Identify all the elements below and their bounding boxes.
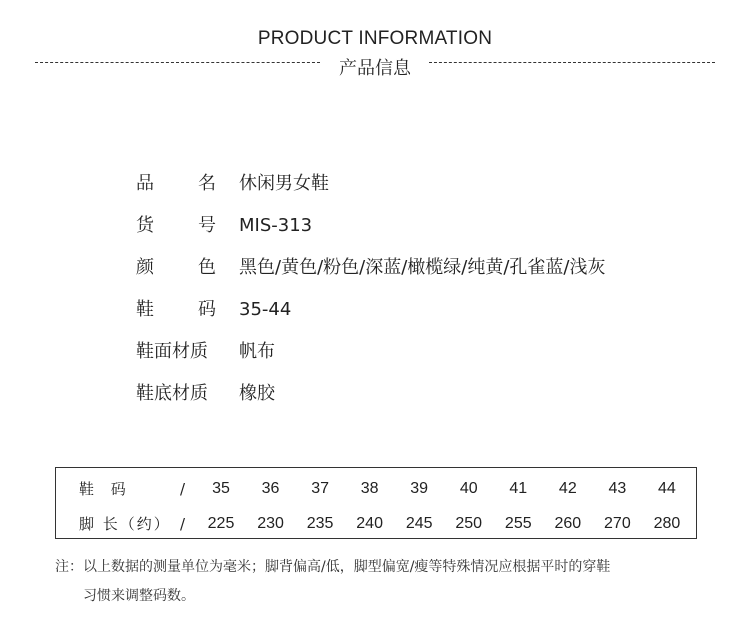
- info-value: 35-44: [239, 299, 292, 320]
- divider-right: [429, 62, 715, 63]
- size-cell: 41: [509, 480, 528, 497]
- length-cell: 245: [405, 515, 433, 532]
- info-label-char: 货: [136, 215, 154, 236]
- size-chart-table: [55, 467, 697, 539]
- size-cells: [203, 477, 685, 501]
- info-label-char: 品: [136, 173, 154, 194]
- length-cell: 230: [257, 515, 284, 532]
- info-value: 帆布: [239, 341, 275, 362]
- length-cell: 235: [306, 515, 334, 532]
- info-label-char: 鞋: [136, 299, 154, 320]
- length-cell: 270: [604, 515, 631, 532]
- row-separator: /: [180, 480, 186, 498]
- info-value: MIS-313: [239, 215, 313, 236]
- length-cells: [203, 512, 685, 536]
- row-label: 脚 长（约）: [79, 515, 171, 533]
- info-value: 休闲男女鞋: [239, 173, 329, 194]
- length-cell: 240: [356, 515, 383, 532]
- length-cell: 225: [207, 515, 235, 532]
- size-cell: 42: [558, 480, 577, 497]
- title-chinese: 产品信息: [339, 58, 411, 79]
- info-label-char: 码: [198, 299, 216, 320]
- size-cell: 37: [311, 480, 329, 497]
- info-label: [136, 170, 216, 198]
- info-label-char: 号: [198, 215, 216, 236]
- size-cell: 43: [608, 480, 627, 497]
- info-label-char: 色: [198, 257, 216, 278]
- measurement-note: [55, 553, 705, 611]
- note-line-2: 习惯来调整码数。: [83, 588, 195, 604]
- size-row-foot-length: [56, 512, 696, 536]
- info-value: 橡胶: [239, 383, 275, 404]
- info-label: 鞋底材质: [136, 383, 208, 404]
- size-cell: 36: [261, 480, 280, 497]
- length-cell: 255: [504, 515, 532, 532]
- info-value: 黑色/黄色/粉色/深蓝/橄榄绿/纯黄/孔雀蓝/浅灰: [239, 257, 606, 278]
- row-separator: /: [180, 515, 186, 533]
- info-label: [136, 212, 216, 240]
- size-cell: 44: [658, 480, 676, 497]
- info-label: [136, 254, 216, 282]
- note-line-1: 注：以上数据的测量单位为毫米；脚背偏高/低，脚型偏宽/瘦等特殊情况应根据平时的穿鞋: [55, 559, 611, 575]
- info-label-char: 颜: [136, 257, 154, 278]
- length-cell: 280: [653, 515, 681, 532]
- size-cell: 39: [410, 480, 429, 497]
- size-row-shoe-size: [56, 477, 696, 501]
- row-label: 鞋 码: [79, 480, 132, 498]
- length-cell: 260: [554, 515, 582, 532]
- info-label-char: 名: [198, 173, 216, 194]
- title-english: PRODUCT INFORMATION: [257, 28, 493, 49]
- info-label: 鞋面材质: [136, 341, 208, 362]
- info-label: [136, 296, 216, 324]
- size-cell: 38: [360, 480, 379, 497]
- length-cell: 250: [455, 515, 483, 532]
- size-cell: 40: [459, 480, 478, 497]
- size-cell: 35: [212, 480, 230, 497]
